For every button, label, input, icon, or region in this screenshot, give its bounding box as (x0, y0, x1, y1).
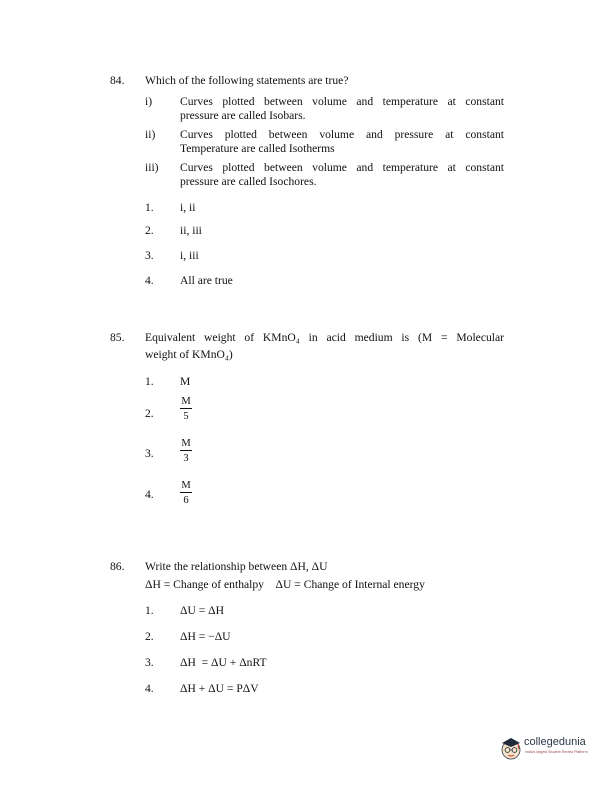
option-text: ΔH = ΔU + ΔnRT (180, 656, 267, 669)
fraction-denominator: 6 (183, 495, 189, 506)
definitions-line: ΔH = Change of enthalpy ΔU = Change of Internal energy (145, 578, 425, 591)
statement-label: iii) (145, 161, 159, 174)
option-text: i, ii (180, 201, 196, 214)
option-label: 3. (145, 656, 154, 669)
fraction-numerator: M (181, 480, 191, 491)
graduate-mascot-icon (498, 735, 524, 761)
question-number: 84. (110, 74, 125, 87)
statement-line: pressure are called Isochores. (180, 175, 317, 188)
fraction-m-over-5 (180, 396, 192, 422)
fraction-m-over-6 (180, 480, 192, 506)
question-stem: Which of the following statements are true? (145, 74, 349, 87)
option-text: All are true (180, 274, 233, 287)
fraction-bar (180, 408, 192, 409)
option-label: 1. (145, 375, 154, 388)
brand-tagline: India's largest Student Review Platform (525, 750, 588, 754)
statement-label: ii) (145, 128, 156, 141)
question-number: 86. (110, 560, 125, 573)
fraction-denominator: 5 (183, 411, 189, 422)
option-text: i, iii (180, 249, 199, 262)
question-stem-line: Equivalent weight of KMnO₄ in acid medium is (M = Molecular (145, 331, 504, 344)
option-text: ΔU = ΔH (180, 604, 224, 617)
statement-line: Curves plotted between volume and pressure at constant (180, 128, 504, 141)
option-text: ii, iii (180, 224, 202, 237)
brand-name: collegedunia (524, 736, 586, 748)
option-text: M (180, 375, 191, 388)
statement-line: Curves plotted between volume and temperature at constant (180, 161, 504, 174)
option-label: 2. (145, 630, 154, 643)
option-label: 4. (145, 274, 154, 287)
option-text: ΔH = −ΔU (180, 630, 231, 643)
fraction-bar (180, 492, 192, 493)
option-label: 1. (145, 201, 154, 214)
statement-label: i) (145, 95, 153, 108)
question-stem: Write the relationship between ΔH, ΔU (145, 560, 328, 573)
statement-line: Temperature are called Isotherms (180, 142, 335, 155)
option-label: 4. (145, 682, 154, 695)
option-label: 2. (145, 224, 154, 237)
option-label: 2. (145, 407, 154, 420)
fraction-numerator: M (181, 396, 191, 407)
collegedunia-logo (498, 734, 598, 762)
fraction-m-over-3 (180, 438, 192, 464)
option-label: 3. (145, 249, 154, 262)
statement-line: Curves plotted between volume and temperature at constant (180, 95, 504, 108)
option-label: 3. (145, 447, 154, 460)
fraction-bar (180, 450, 192, 451)
question-number: 85. (110, 331, 125, 344)
option-label: 4. (145, 488, 154, 501)
statement-line: pressure are called Isobars. (180, 109, 306, 122)
option-label: 1. (145, 604, 154, 617)
fraction-numerator: M (181, 438, 191, 449)
option-text: ΔH + ΔU = PΔV (180, 682, 259, 695)
fraction-denominator: 3 (183, 453, 189, 464)
question-stem-line: weight of KMnO₄) (145, 348, 233, 361)
